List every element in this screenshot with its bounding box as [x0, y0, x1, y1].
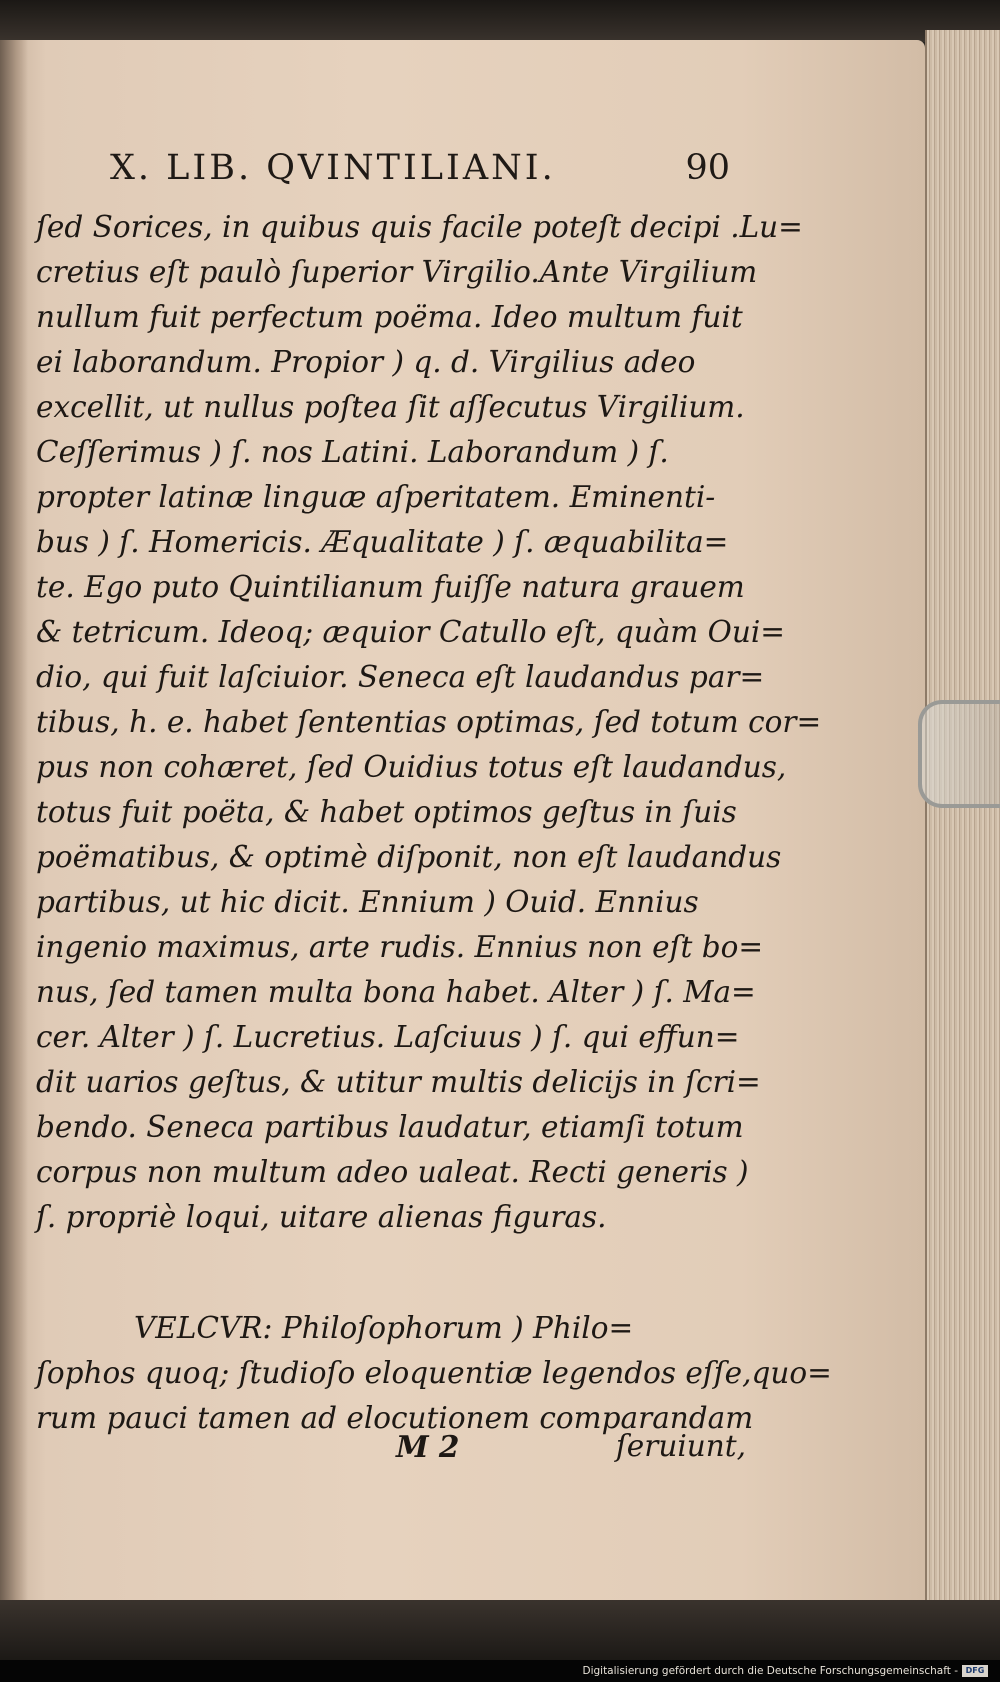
text-line: rum pauci tamen ad elocutionem comparandam: [36, 1401, 754, 1435]
text-line: ei laborandum. Propior ) q. d. Virgilius adeo: [36, 345, 696, 379]
text-line: VELCVR: Philoſophorum ) Philo=: [134, 1311, 634, 1345]
text-line: bendo. Seneca partibus laudatur, etiamſi totum: [36, 1110, 744, 1144]
text-line: ſed Sorices, in quibus quis facile poteſt decipi .Lu=: [36, 210, 803, 244]
folio-number: 90: [685, 148, 730, 188]
text-line: corpus non multum adeo ualeat. Recti generis ): [36, 1155, 749, 1189]
text-line: te. Ego puto Quintilianum fuiſſe natura grauem: [36, 570, 745, 604]
text-line: ingenio maximus, arte rudis. Ennius non eſt bo=: [36, 930, 764, 964]
signature-mark: M 2: [396, 1429, 460, 1464]
text-line: partibus, ut hic dicit. Ennium ) Ouid. Ennius: [36, 885, 699, 919]
credit-text: Digitalisierung gefördert durch die Deutsche Forschungsgemeinschaft -: [582, 1665, 958, 1677]
page-clip: [918, 700, 1000, 808]
text-line: bus ) ſ. Homericis. Æqualitate ) ſ. æquabilita=: [36, 525, 729, 559]
text-line: excellit, ut nullus poſtea ſit aſſecutus Virgilium.: [36, 390, 745, 424]
dfg-logo: DFG: [962, 1665, 988, 1677]
page-gutter: [0, 40, 28, 1600]
text-line: tibus, h. e. habet ſententias optimas, ſed totum cor=: [36, 705, 822, 739]
text-line: ſophos quoq; ſtudioſo eloquentiæ legendos eſſe,quo=: [36, 1356, 832, 1390]
text-line: Ceſſerimus ) ſ. nos Latini. Laborandum ) ſ.: [36, 435, 669, 469]
text-line: & tetricum. Ideoq; æquior Catullo eſt, quàm Oui=: [36, 615, 785, 649]
book-cover-top: [0, 0, 1000, 42]
catchword: ſeruiunt,: [615, 1429, 746, 1463]
text-line: cer. Alter ) ſ. Lucretius. Laſciuus ) ſ. qui effun=: [36, 1020, 740, 1054]
page-header: [110, 148, 730, 198]
text-line: ſ. propriè loqui, uitare alienas figuras.: [36, 1200, 607, 1234]
page-footer: [36, 1424, 746, 1472]
text-line: cretius eſt paulò ſuperior Virgilio.Ante Virgilium: [36, 255, 758, 289]
digitization-credit: [582, 1663, 988, 1679]
paragraph-gap: [36, 1240, 746, 1306]
text-line: dit uarios geſtus, & utitur multis delicijs in ſcri=: [36, 1065, 761, 1099]
text-line: nus, ſed tamen multa bona habet. Alter ) ſ. Ma=: [36, 975, 756, 1009]
running-title: X. LIB. QVINTILIANI.: [110, 148, 556, 188]
body-text: [36, 205, 832, 1441]
text-line: totus fuit poëta, & habet optimos geſtus in ſuis: [36, 795, 737, 829]
text-line: pus non cohæret, ſed Ouidius totus eſt laudandus,: [36, 750, 787, 784]
text-line: poëmatibus, & optimè diſponit, non eſt laudandus: [36, 840, 782, 874]
book-cover-bottom: [0, 1600, 1000, 1660]
text-line: nullum fuit perfectum poëma. Ideo multum fuit: [36, 300, 743, 334]
text-line: propter latinæ linguæ aſperitatem. Eminenti-: [36, 480, 716, 514]
page-fore-edge: [925, 30, 1000, 1600]
text-line: dio, qui fuit laſciuior. Seneca eſt laudandus par=: [36, 660, 765, 694]
